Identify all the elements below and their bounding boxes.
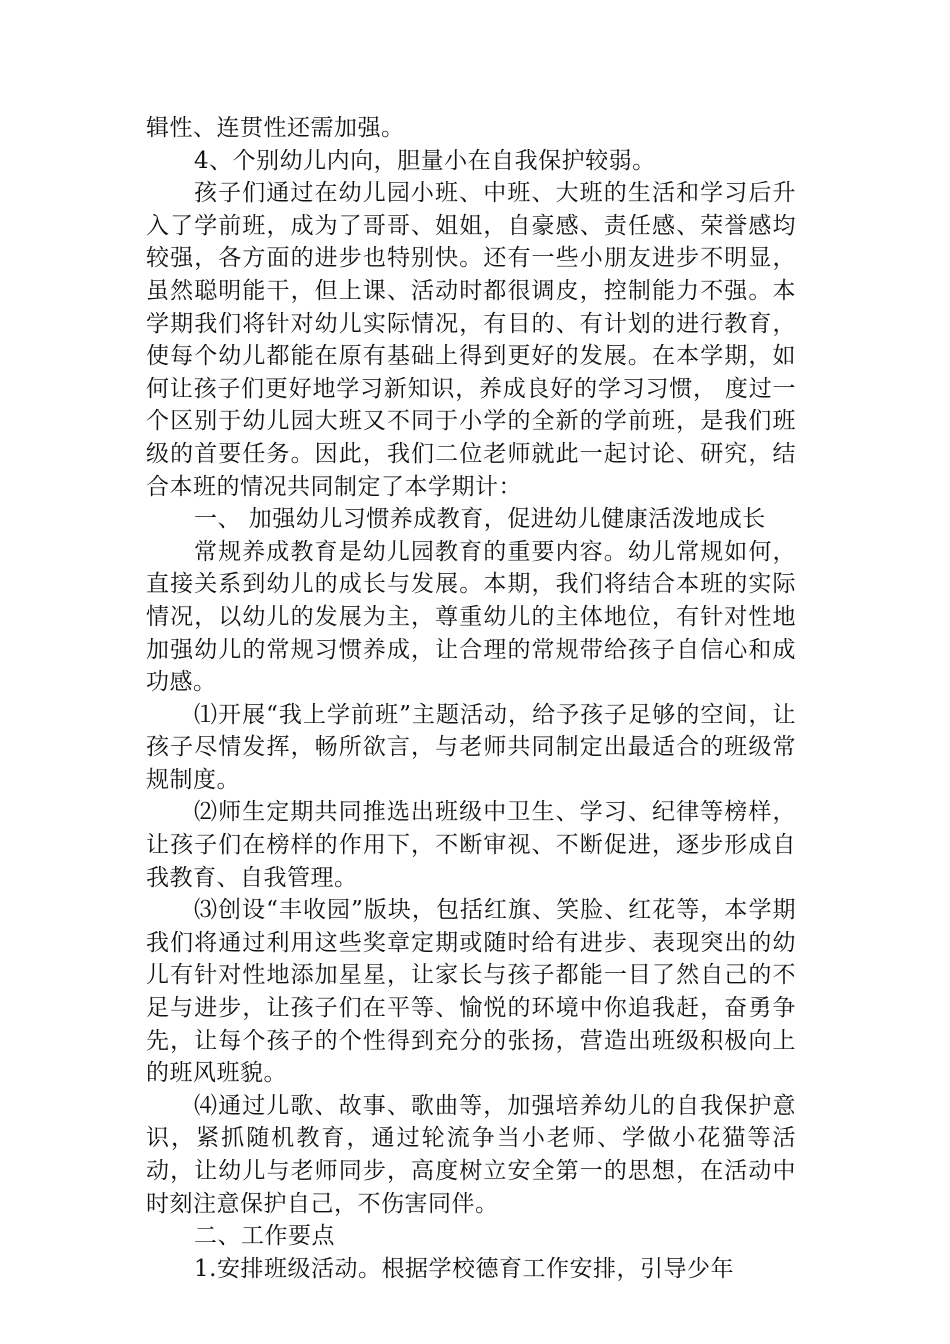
paragraph-routine-education: 常规养成教育是幼儿园教育的重要内容。幼儿常规如何，直接关系到幼儿的成长与发展。本期，我们将结合本班的实际情况，以幼儿的发展为主，尊重幼儿的主体地位，有针对性地加强幼儿的常规习惯养成，让合理的常规带给孩子自信心和成功感。: [146, 538, 796, 696]
list-item-1: ⑴开展“我上学前班”主题活动，给予孩子足够的空间，让孩子尽情发挥，畅所欲言，与老师共同制定出最适合的班级常规制度。: [146, 701, 796, 793]
document-body: [146, 112, 796, 1285]
section-heading-2: 二、工作要点: [194, 1223, 335, 1250]
list-item-3: ⑶创设“丰收园”版块，包括红旗、笑脸、红花等，本学期我们将通过利用这些奖章定期或随时给有进步、表现突出的幼儿有针对性地添加星星，让家长与孩子都能一目了然自己的不足与进步，让孩子们在平等、愉悦的环境中你追我赶，奋勇争先，让每个孩子的个性得到充分的张扬，营造出班级积极向上的班风班貌。: [146, 897, 796, 1087]
work-point-1: 1.安排班级活动。根据学校德育工作安排，引导少年: [194, 1255, 734, 1282]
paragraph-continuation: 辑性、连贯性还需加强。: [146, 115, 405, 141]
list-item-2: ⑵师生定期共同推选出班级中卫生、学习、纪律等榜样，让孩子们在榜样的作用下，不断审视、不断促进，逐步形成自我教育、自我管理。: [146, 799, 796, 891]
paragraph-point-4: 4、个别幼儿内向，胆量小在自我保护较弱。: [194, 147, 656, 174]
section-heading-1: 一、 加强幼儿习惯养成教育，促进幼儿健康活泼地成长: [194, 506, 766, 533]
list-item-4: ⑷通过儿歌、故事、歌曲等，加强培养幼儿的自我保护意识，紧抓随机教育，通过轮流争当小老师、学做小花猫等活动，让幼儿与老师同步，高度树立安全第一的思想，在活动中时刻注意保护自己，不伤害同伴。: [146, 1092, 796, 1217]
paragraph-introduction: 孩子们通过在幼儿园小班、中班、大班的生活和学习后升入了学前班，成为了哥哥、姐姐，自豪感、责任感、荣誉感均较强，各方面的进步也特别快。还有一些小朋友进步不明显，虽然聪明能干，但上课、活动时都很调皮，控制能力不强。本学期我们将针对幼儿实际情况，有目的、有计划的进行教育，使每个幼儿都能在原有基础上得到更好的发展。在本学期，如何让孩子们更好地学习新知识，养成良好的学习习惯， 度过一个区别于幼儿园大班又不同于小学的全新的学前班，是我们班级的首要任务。因此，我们二位老师就此一起讨论、研究，结合本班的情况共同制定了本学期计：: [146, 180, 796, 500]
